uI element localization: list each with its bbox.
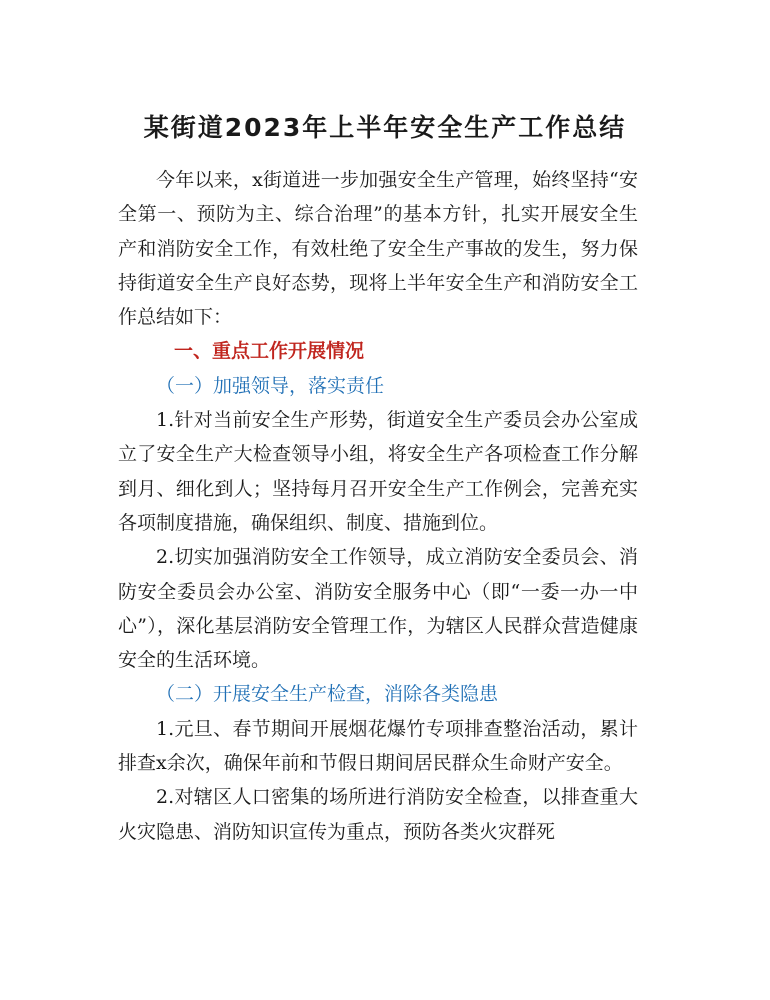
subsection-1-paragraph-1: 1.针对当前安全生产形势，街道安全生产委员会办公室成立了安全生产大检查领导小组，将安全生产各项检查工作分解到月、细化到人；坚持每月召开安全生产工作例会，完善充实各项制度措施，确保组织、制度、措施到位。 [118, 409, 638, 534]
subsection-heading-1: （一）加强领导，落实责任 [156, 374, 385, 397]
intro-paragraph: 今年以来，x街道进一步加强安全生产管理，始终坚持“安全第一、预防为主、综合治理”的基本方针，扎实开展安全生产和消防安全工作，有效杜绝了安全生产事故的发生，努力保持街道安全生产良好态势，现将上半年安全生产和消防安全工作总结如下： [118, 169, 638, 329]
subsection-1-paragraph-2: 2.切实加强消防安全工作领导，成立消防安全委员会、消防安全委员会办公室、消防安全服务中心（即“一委一办一中心”），深化基层消防安全管理工作，为辖区人民群众营造健康安全的生活环境。 [118, 546, 638, 672]
document-title: 某街道2023年上半年安全生产工作总结 [143, 113, 627, 142]
document-body [118, 163, 638, 849]
subsection-2-paragraph-2: 2.对辖区人口密集的场所进行消防安全检查，以排查重大火灾隐患、消防知识宣传为重点，预防各类火灾群死 [118, 786, 638, 843]
section-heading-1: 一、重点工作开展情况 [174, 340, 365, 363]
subsection-2-paragraph-1: 1.元旦、春节期间开展烟花爆竹专项排查整治活动，累计排查x余次，确保年前和节假日期间居民群众生命财产安全。 [118, 717, 638, 775]
subsection-heading-2: （二）开展安全生产检查，消除各类隐患 [156, 683, 499, 706]
